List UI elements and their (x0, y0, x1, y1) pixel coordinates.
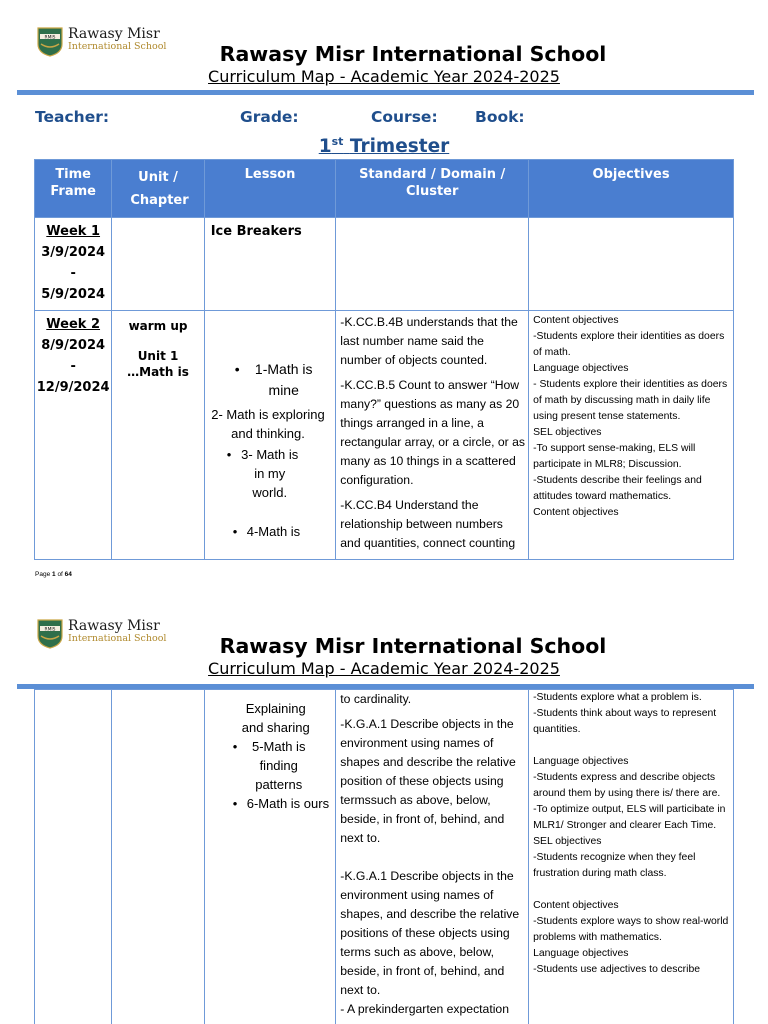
teacher-label: Teacher: (35, 108, 110, 126)
header-divider (17, 90, 754, 95)
lesson-cell (204, 690, 336, 1024)
table-row (35, 218, 734, 311)
standard-cell (336, 218, 529, 311)
col-time-frame: Time Frame (35, 160, 112, 218)
standard-cell: to cardinality. -K.G.A.1 Describe objects in the environment using names of shapes and describe the relative position of these objects using termssuch as above, below, beside, in front of, behind, and next to. -K.G.A.1 Describe objects in the environment using names of shapes, and describe the relative positions of these objects using terms such as above, below, beside, in front of, behind, and next to. - A prekindergarten expectation (336, 690, 529, 1024)
page-number: Page 1 of 64 (35, 571, 72, 578)
school-title: Rawasy Misr International School (219, 634, 607, 658)
table-row (35, 690, 734, 1024)
time-frame-cell: Week 1 3/9/2024 - 5/9/2024 (35, 218, 112, 311)
unit-cell: warm up Unit 1 …Math is (112, 311, 204, 560)
col-lesson: Lesson (204, 160, 336, 218)
lesson-item: 2- Math is exploring and thinking. (211, 407, 325, 441)
objectives-cell (529, 311, 734, 560)
objectives-cell (529, 690, 734, 1024)
table-header-row (35, 160, 734, 218)
lesson-item: • 3- Math is in my world. (226, 447, 299, 500)
curriculum-table (34, 159, 734, 560)
trimester-heading: 1st Trimester (318, 135, 450, 158)
unit-cell (112, 690, 204, 1024)
svg-text:RMIS: RMIS (44, 627, 56, 633)
curriculum-map-title: Curriculum Map - Academic Year 2024-2025 (208, 659, 560, 678)
curriculum-table-continued (34, 689, 734, 1024)
svg-text:RMIS: RMIS (44, 35, 56, 41)
lesson-cell (204, 311, 336, 560)
curriculum-map-title: Curriculum Map - Academic Year 2024-2025 (208, 67, 560, 86)
time-frame-cell: Week 2 8/9/2024 - 12/9/2024 (35, 311, 112, 560)
standard-cell: -K.CC.B.4B understands that the last number name said the number of objects counted. -K.CC.B.5 Count to answer “How many?” questions as many as 20 things arranged in a line, a rectangular array, or a circle, or as many as 10 things in a scattered configuration. -K.CC.B4 Understand the relationship between numbers and quantities, connect counting (336, 311, 529, 560)
col-unit-chapter: Unit / Chapter (112, 160, 204, 218)
lesson-cell: Ice Breakers (204, 218, 336, 311)
objectives-list: Content objectives -Students explore their identities as doers of math. Language objectives - Students explore their identities as doers of math by discussing math in daily life using present tense statements. SEL objectives -To support sense-making, ELS will participate in MLR8; Discussion. -Students describe their feelings and attitudes toward mathematics. Content objectives (533, 315, 728, 518)
grade-label: Grade: (240, 108, 299, 126)
col-objectives: Objectives (529, 160, 734, 218)
page-2 (0, 592, 768, 1024)
lesson-item: • 6-Math is ours (232, 796, 330, 811)
objectives-cell (529, 218, 734, 311)
school-title: Rawasy Misr International School (219, 42, 607, 66)
course-label: Course: (371, 108, 438, 126)
lesson-item: • 5-Math is finding patterns (232, 739, 306, 792)
lesson-item: Explaining and sharing (241, 701, 310, 735)
logo-subtitle: International School (68, 41, 167, 52)
time-frame-cell (35, 690, 112, 1024)
objectives-list: -Students explore what a problem is. -Students think about ways to represent quantities. Language objectives -Students express and describe objects around them by using there is/ there are. -To optimize output, ELS will particibate in MLR1/ Stronger and clearer Each Time. SEL objectives -Students recognize when they feel frustration during math class. Content objectives -Students explore ways to show real-world problems with mathematics. Language objectives -Students use adjectives to describe (533, 692, 729, 975)
logo-subtitle: International School (68, 633, 167, 644)
book-label: Book: (475, 108, 525, 126)
unit-cell (112, 218, 204, 311)
col-standard: Standard / Domain / Cluster (336, 160, 529, 218)
logo-name: Rawasy Misr (68, 618, 160, 634)
table-row (35, 311, 734, 560)
logo-name: Rawasy Misr (68, 26, 160, 42)
lesson-item: • 1-Math is mine (234, 361, 313, 398)
lesson-item: • 4-Math is (232, 524, 301, 539)
